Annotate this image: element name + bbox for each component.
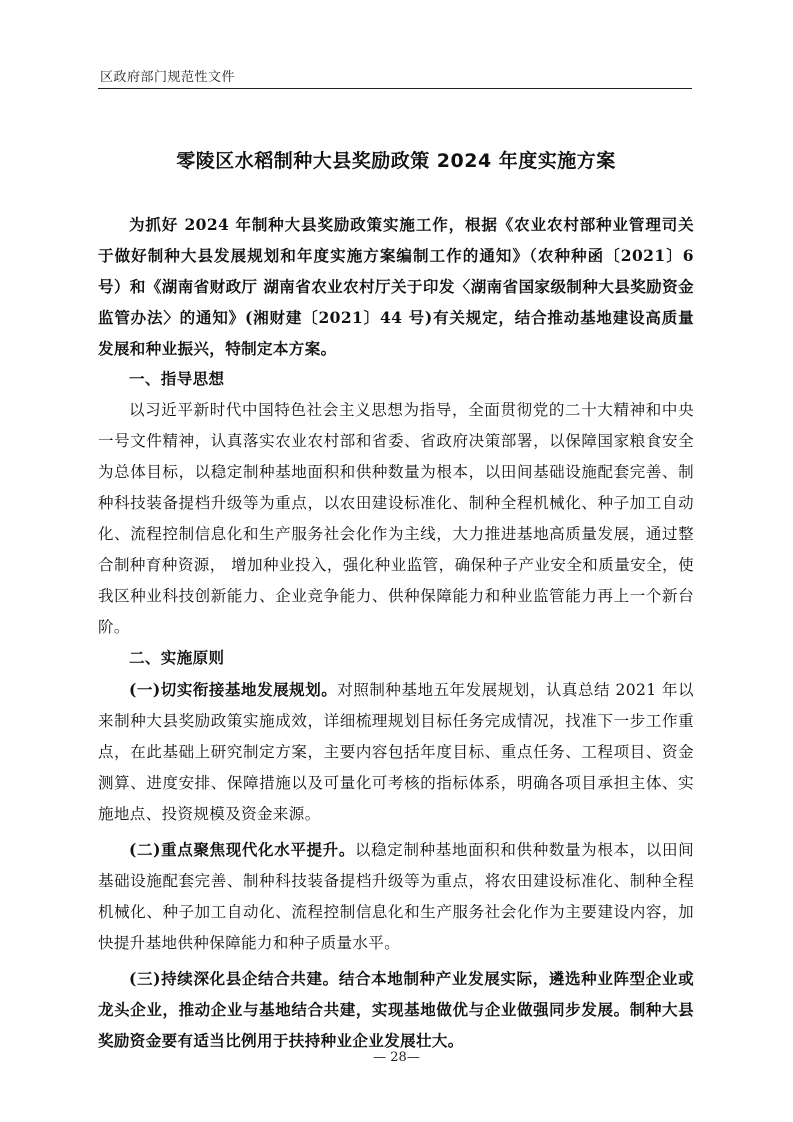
principle-text-1: 对照制种基地五年发展规划，认真总结 2021 年以来制种大县奖励政策实施成效，详细梳理规划目标任务完成情况，找准下一步工作重点，在此基础上研究制定方案，主要内容包括年度目标、重点任务、工程项目、资金测算、进度安排、保障措施以及可量化可考核的指标体系，明确各项目承担主体、实施地点、投资规模及资金来源。 — [98, 681, 694, 823]
principle-text-3: 结合本地制种产业发展实际，遴选种业阵型企业或龙头企业，推动企业与基地结合共建，实现基地做优与企业做强同步发展。制种大县奖励资金要有适当比例用于扶持种业企业发展壮大。 — [98, 969, 694, 1050]
document-title: 零陵区水稻制种大县奖励政策 2024 年度实施方案 — [176, 150, 616, 172]
principle-lead-2: (二)重点聚焦现代化水平提升。 — [129, 840, 355, 859]
document-header: 区政府部门规范性文件 — [100, 70, 236, 85]
principle-text-2: 以稳定制种基地面积和供种数量为根本，以田间基础设施配套完善、制种科技装备提档升级等为重点，将农田建设标准化、制种全程机械化、种子加工自动化、流程控制信息化和生产服务社会化作为主要建设内容，加快提升基地供种保障能力和种子质量水平。 — [98, 841, 694, 952]
header-rule — [98, 88, 692, 89]
section-heading-guiding-ideology: 一、指导思想 — [129, 370, 225, 388]
principle-paragraph-2 — [98, 834, 694, 959]
document-body — [98, 209, 694, 1056]
section-heading-principles: 二、实施原则 — [129, 649, 225, 667]
principle-lead-1: (一)切实衔接基地发展规划。 — [129, 680, 338, 699]
intro-paragraph: 为抓好 2024 年制种大县奖励政策实施工作，根据《农业农村部种业管理司关于做好制种大县发展规划和年度实施方案编制工作的通知》（农种种函〔2021〕6 号）和《湖南省财政厅 湖南省农业农村厅关于印发〈湖南省国家级制种大县奖励资金监管办法〉的通知》(湘财建〔2021〕44 号)有关规定，结合推动基地建设高质量发展和种业振兴，特制定本方案。 — [98, 215, 694, 358]
principle-paragraph-3 — [98, 963, 694, 1056]
principle-paragraph-1 — [98, 674, 694, 830]
page-number: — 28— — [373, 1050, 420, 1065]
guiding-ideology-paragraph: 以习近平新时代中国特色社会主义思想为指导，全面贯彻党的二十大精神和中央一号文件精神，认真落实农业农村部和省委、省政府决策部署，以保障国家粮食安全为总体目标，以稳定制种基地面积和供种数量为根本，以田间基础设施配套完善、制种科技装备提档升级等为重点，以农田建设标准化、制种全程机械化、种子加工自动化、流程控制信息化和生产服务社会化作为主线，大力推进基地高质量发展，通过整合制种育种资源， 增加种业投入，强化种业监管，确保种子产业安全和质量安全，使我区种业科技创新能力、企业竞争能力、供种保障能力和种业监管能力再上一个新台阶。 — [98, 401, 694, 636]
principle-lead-3: (三)持续深化县企结合共建。 — [129, 969, 339, 988]
